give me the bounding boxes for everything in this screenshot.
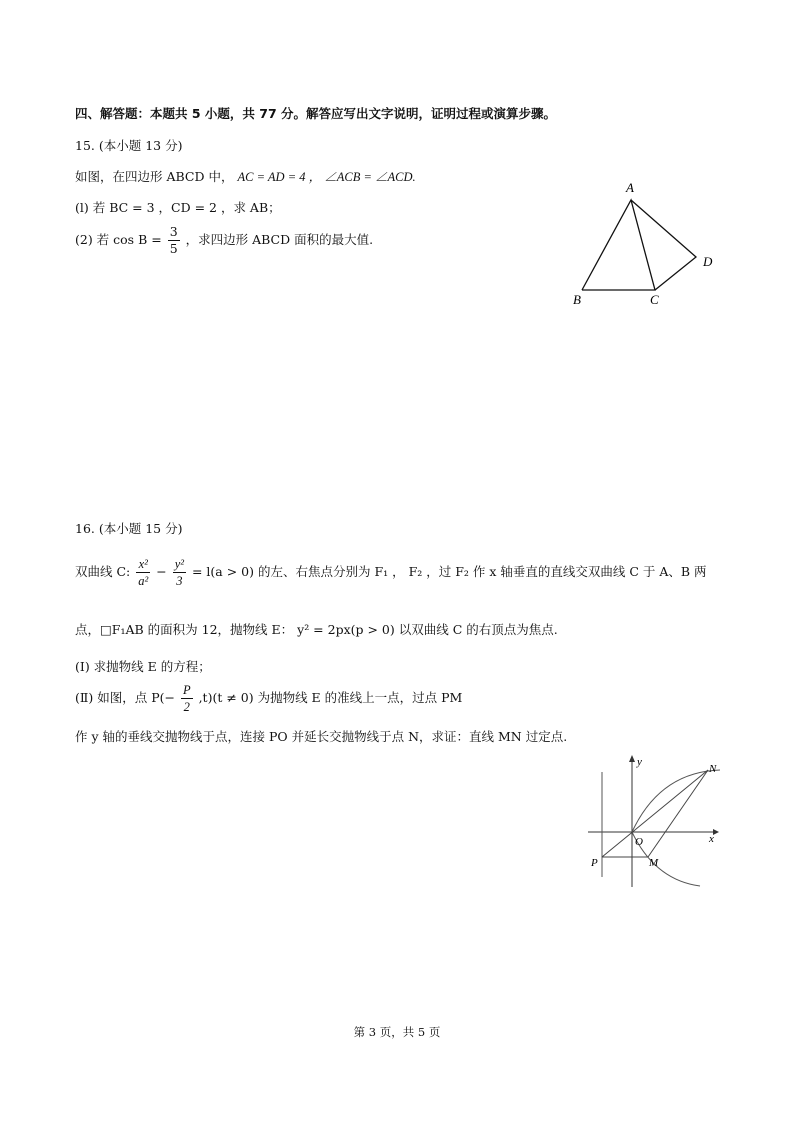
- label-C: C: [650, 292, 659, 307]
- label-B: B: [573, 292, 581, 307]
- q15-stem-prefix: 如图，在四边形 ABCD 中，: [75, 169, 234, 184]
- parabola-curve: [632, 770, 720, 886]
- q16-part2-fraction: [181, 682, 193, 715]
- q16-fraction-y-den: 3: [176, 574, 183, 588]
- label-y: y: [637, 756, 642, 768]
- section-header: 四、解答题：本题共 5 小题，共 77 分。解答应写出文字说明，证明过程或演算步骤。: [75, 106, 557, 121]
- q16-part2-suffix: ,t)(t ≠ 0) 为抛物线 E 的准线上一点，过点 PM: [198, 690, 463, 705]
- q15-part1: (l) 若 BC = 3 ，CD = 2 ，求 AB；: [75, 200, 281, 215]
- q15-quadrilateral-figure: [560, 178, 730, 313]
- q15-part2-fraction: [168, 224, 180, 257]
- triangle-acd: [631, 200, 696, 290]
- q16-parabola-figure: [585, 752, 725, 892]
- q15-part2-prefix: (2) 若 cos B =: [75, 232, 162, 247]
- q16-fraction-x-den: a²: [138, 574, 149, 588]
- page-footer: 第 3 页，共 5 页: [353, 1025, 441, 1039]
- q16-part2-numerator: P: [182, 683, 191, 697]
- q16-minus: −: [156, 564, 167, 579]
- q16-fraction-x-num: x²: [136, 556, 150, 573]
- label-x: x: [709, 833, 714, 845]
- q16-line1-suffix: = l(a > 0) 的左、右焦点分别为 F₁ ， F₂ ，过 F₂ 作 x 轴垂直的直线交双曲线 C 于 A、B 两: [191, 564, 707, 579]
- q15-part2-denominator: 5: [169, 241, 178, 256]
- q16-line1-prefix: 双曲线 C:: [75, 564, 131, 579]
- q16-part2-line2: 作 y 轴的垂线交抛物线于点，连接 PO 并延长交抛物线于点 N，求证：直线 MN 过定点.: [75, 729, 568, 744]
- q16-line2: 点，□F₁AB 的面积为 12，抛物线 E： y² = 2px(p > 0) 以双曲线 C 的右顶点为焦点.: [75, 622, 558, 637]
- label-A: A: [626, 180, 634, 195]
- triangle-abc: [582, 200, 655, 290]
- q16-fraction-y: [173, 556, 186, 589]
- q15-stem: [75, 167, 416, 185]
- label-O: O: [635, 836, 643, 848]
- y-axis-arrow-icon: [629, 755, 635, 762]
- q15-part2-suffix: ，求四边形 ABCD 面积的最大值.: [185, 232, 374, 247]
- q15-part2-numerator: 3: [169, 224, 178, 239]
- q16-line1: [75, 556, 707, 589]
- q15-stem-math: AC = AD = 4 ， ∠ACB = ∠ACD.: [237, 170, 416, 184]
- q16-part2-prefix: (Ⅱ) 如图，点 P(−: [75, 690, 175, 705]
- q16-part1: (Ⅰ) 求抛物线 E 的方程；: [75, 659, 211, 674]
- label-M: M: [649, 857, 659, 869]
- label-P: P: [591, 857, 598, 869]
- q16-heading: 16. (本小题 15 分): [75, 521, 183, 536]
- q16-fraction-y-num: y²: [174, 557, 184, 571]
- label-D: D: [703, 254, 713, 269]
- x-axis-arrow-icon: [713, 829, 719, 835]
- q16-part2-denominator: 2: [183, 700, 190, 714]
- label-N: N: [709, 763, 717, 775]
- q16-part2: [75, 682, 462, 715]
- line-MN: [648, 770, 708, 857]
- q15-part2: [75, 224, 373, 257]
- line-PN: [602, 770, 708, 857]
- q16-fraction-x: [136, 556, 150, 589]
- q15-heading: 15. (本小题 13 分): [75, 138, 183, 153]
